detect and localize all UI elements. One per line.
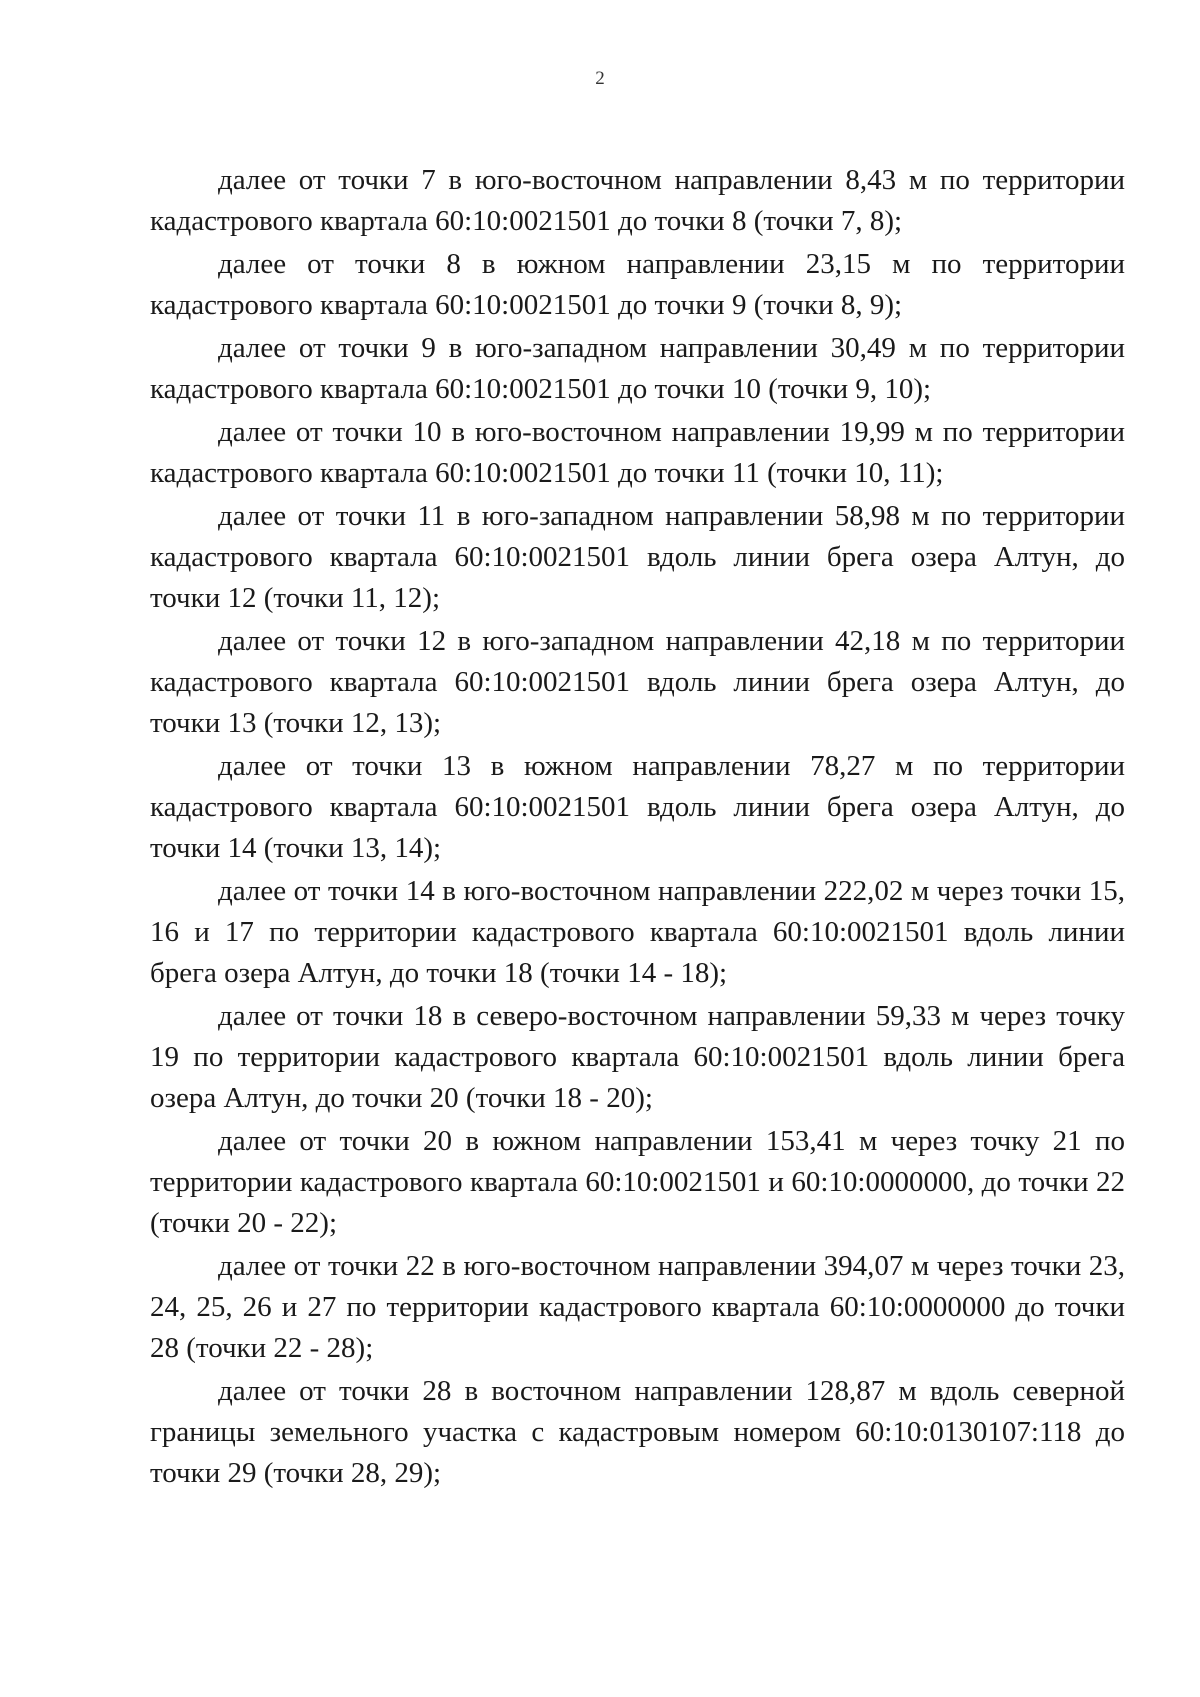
paragraph: далее от точки 12 в юго-западном направлении 42,18 м по территории кадастрового квартала 60:10:0021501 вдоль линии брега озера Алтун, до точки 13 (точки 12, 13); xyxy=(150,625,1125,739)
paragraph: далее от точки 10 в юго-восточном направлении 19,99 м по территории кадастрового квартала 60:10:0021501 до точки 11 (точки 10, 11); xyxy=(150,416,1125,489)
paragraph: далее от точки 22 в юго-восточном направлении 394,07 м через точки 23, 24, 25, 26 и 27 по территории кадастрового квартала 60:10:0000000 до точки 28 (точки 22 - 28); xyxy=(150,1250,1125,1364)
paragraph: далее от точки 28 в восточном направлении 128,87 м вдоль северной границы земельного участка с кадастровым номером 60:10:0130107:118 до точки 29 (точки 28, 29); xyxy=(150,1375,1125,1489)
document-body xyxy=(150,160,1125,1496)
paragraph: далее от точки 7 в юго-восточном направлении 8,43 м по территории кадастрового квартала 60:10:0021501 до точки 8 (точки 7, 8); xyxy=(150,164,1125,237)
page-number: 2 xyxy=(595,68,605,89)
paragraph: далее от точки 8 в южном направлении 23,15 м по территории кадастрового квартала 60:10:0021501 до точки 9 (точки 8, 9); xyxy=(150,248,1125,321)
paragraph: далее от точки 11 в юго-западном направлении 58,98 м по территории кадастрового квартала 60:10:0021501 вдоль линии брега озера Алтун, до точки 12 (точки 11, 12); xyxy=(150,500,1125,614)
paragraph: далее от точки 18 в северо-восточном направлении 59,33 м через точку 19 по территории кадастрового квартала 60:10:0021501 вдоль линии брега озера Алтун, до точки 20 (точки 18 - 20); xyxy=(150,1000,1125,1114)
paragraph: далее от точки 20 в южном направлении 153,41 м через точку 21 по территории кадастрового квартала 60:10:0021501 и 60:10:0000000, до точки 22 (точки 20 - 22); xyxy=(150,1125,1125,1239)
paragraph: далее от точки 14 в юго-восточном направлении 222,02 м через точки 15, 16 и 17 по территории кадастрового квартала 60:10:0021501 вдоль линии брега озера Алтун, до точки 18 (точки 14 - 18); xyxy=(150,875,1125,989)
paragraph: далее от точки 9 в юго-западном направлении 30,49 м по территории кадастрового квартала 60:10:0021501 до точки 10 (точки 9, 10); xyxy=(150,332,1125,405)
paragraph: далее от точки 13 в южном направлении 78,27 м по территории кадастрового квартала 60:10:0021501 вдоль линии брега озера Алтун, до точки 14 (точки 13, 14); xyxy=(150,750,1125,864)
